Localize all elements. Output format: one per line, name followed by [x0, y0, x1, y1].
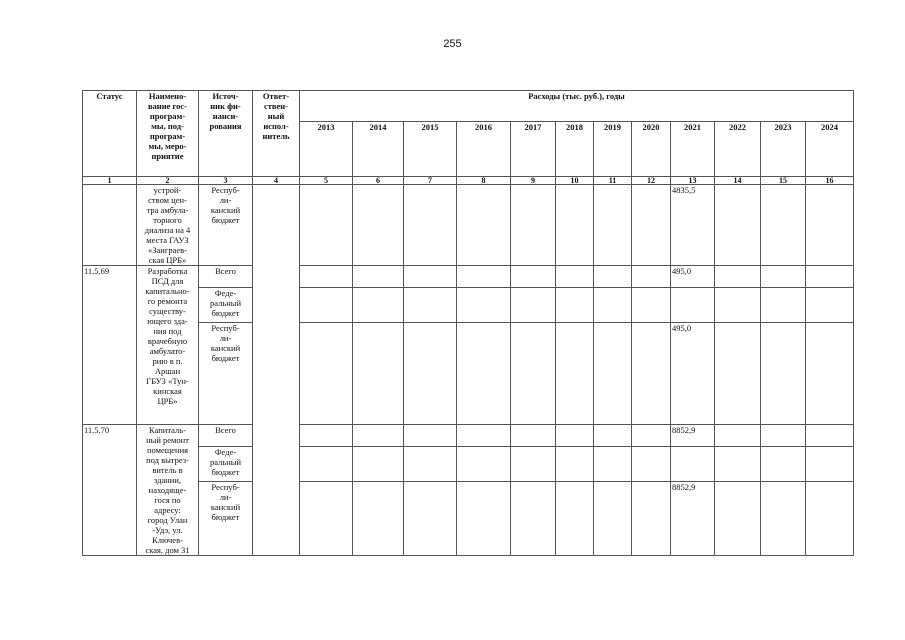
source-cell: Респуб- ли- канский бюджет — [199, 185, 253, 266]
amount-2021-cell — [671, 447, 715, 482]
column-number: 16 — [806, 177, 854, 185]
year-header: 2014 — [353, 122, 404, 177]
year-header: 2015 — [404, 122, 457, 177]
year-header: 2023 — [761, 122, 806, 177]
measure-name-cell: Разработка ПСД для капитально- го ремонта существу- ющего зда- ния под врачебную амбулато- рию в п. Аршан ГБУЗ «Тун- кинская ЦРБ» — [137, 266, 199, 425]
status-cell — [83, 185, 137, 266]
source-cell: Респуб- ли- канский бюджет — [199, 323, 253, 425]
header-expenses: Расходы (тыс. руб.), годы — [300, 91, 854, 122]
table-row — [83, 323, 854, 425]
amount-2021-cell: 4835,5 — [671, 185, 715, 266]
measure-name-cell: Капиталь- ный ремонт помещения под вытрез- витель в здании, находяще- гося по адресу: город Улан -Удэ, ул. Ключев- ская, дом 31 — [137, 425, 199, 556]
column-number: 9 — [511, 177, 556, 185]
column-number: 2 — [137, 177, 199, 185]
year-header: 2016 — [457, 122, 511, 177]
header-status: Статус — [83, 91, 137, 177]
amount-2021-cell: 8852,9 — [671, 482, 715, 556]
column-number: 11 — [594, 177, 632, 185]
amount-2021-cell — [671, 288, 715, 323]
year-header: 2017 — [511, 122, 556, 177]
source-cell: Всего — [199, 425, 253, 447]
column-number: 7 — [404, 177, 457, 185]
year-header: 2013 — [300, 122, 353, 177]
year-header: 2021 — [671, 122, 715, 177]
page-number: 255 — [443, 38, 462, 50]
column-number: 8 — [457, 177, 511, 185]
source-cell: Феде- ральный бюджет — [199, 447, 253, 482]
column-number: 13 — [671, 177, 715, 185]
header-source: Источ- ник фи- нанси- рования — [199, 91, 253, 177]
year-header: 2018 — [556, 122, 594, 177]
table-row — [83, 447, 854, 482]
column-number: 14 — [715, 177, 761, 185]
status-cell: 11.5.70 — [83, 425, 137, 556]
expenses-table — [82, 90, 854, 556]
column-number: 3 — [199, 177, 253, 185]
source-cell: Респуб- ли- канский бюджет — [199, 482, 253, 556]
column-number: 5 — [300, 177, 353, 185]
year-header: 2019 — [594, 122, 632, 177]
column-number: 12 — [632, 177, 671, 185]
amount-2021-cell: 495,0 — [671, 323, 715, 425]
table-row — [83, 425, 854, 447]
column-number: 15 — [761, 177, 806, 185]
header-name: Наимено- вание гос- програм- мы, под- програм- мы, меро- приятие — [137, 91, 199, 177]
year-header: 2024 — [806, 122, 854, 177]
table-row — [83, 266, 854, 288]
table-row — [83, 288, 854, 323]
table-row — [83, 185, 854, 266]
header-responsible: Ответ- ствен- ный испол- нитель — [253, 91, 300, 177]
year-header: 2022 — [715, 122, 761, 177]
status-cell: 11.5.69 — [83, 266, 137, 425]
responsible-cell — [253, 185, 300, 556]
amount-2021-cell: 8852,9 — [671, 425, 715, 447]
table-row — [83, 482, 854, 556]
source-cell: Всего — [199, 266, 253, 288]
measure-name-cell: устрой- ством цен- тра амбула- торного диализа на 4 места ГАУЗ «Заиграев- ская ЦРБ» — [137, 185, 199, 266]
column-number: 4 — [253, 177, 300, 185]
amount-2021-cell: 495,0 — [671, 266, 715, 288]
source-cell: Феде- ральный бюджет — [199, 288, 253, 323]
year-header: 2020 — [632, 122, 671, 177]
column-number: 6 — [353, 177, 404, 185]
column-number: 1 — [83, 177, 137, 185]
column-number: 10 — [556, 177, 594, 185]
